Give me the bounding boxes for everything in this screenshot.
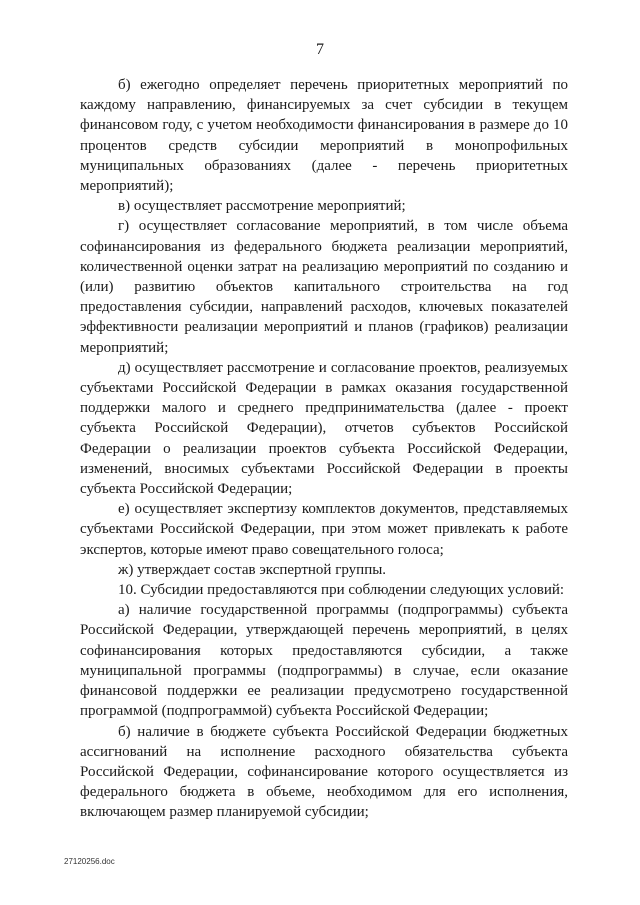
paragraph-item-zh-expert-group: ж) утверждает состав экспертной группы. — [118, 561, 387, 578]
paragraph-item-b-priority-list: б) ежегодно определяет перечень приоритетных мероприятий по каждому направлению, финансируемых за счет субсидии в текущем финансовом году, с учетом необходимости финансирования в размере до 10 процентов средств субсидии мероприятий в монопрофильных муниципальных образованиях (далее - перечень приоритетных мероприятий); — [80, 77, 568, 195]
document-body — [80, 75, 568, 823]
paragraph-item-v-review: в) осуществляет рассмотрение мероприятий; — [118, 198, 406, 215]
paragraph-clause-10-conditions: 10. Субсидии предоставляются при соблюдении следующих условий: — [118, 582, 565, 599]
paragraph-condition-a-program: а) наличие государственной программы (подпрограммы) субъекта Российской Федерации, утверждающей перечень мероприятий, в целях софинансирования которых предоставляются субсидии, а также муниципальной программы (подпрограммы) в случае, если оказание финансовой поддержки ее реализации предусмотрено государственной программой (подпрограммой) субъекта Российской Федерации; — [80, 602, 568, 720]
paragraph-item-d-projects: д) осуществляет рассмотрение и согласование проектов, реализуемых субъектами Российской Федерации в рамках оказания государственной поддержки малого и среднего предпринимательства (далее - проект субъекта Российской Федерации), отчетов субъектов Российской Федерации о реализации проектов субъекта Российской Федерации, изменений, вносимых субъектами Российской Федерации в проекты субъекта Российской Федерации; — [80, 359, 568, 498]
page-number: 7 — [316, 41, 324, 58]
paragraph-item-g-approval: г) осуществляет согласование мероприятий, в том числе объема софинансирования из федерального бюджета реализации мероприятий, количественной оценки затрат на реализацию мероприятий по созданию и (или) развитию объектов капитального строительства на год предоставления субсидии, направлений расходов, ключевых показателей эффективности реализации мероприятий и планов (графиков) реализации мероприятий; — [80, 218, 568, 356]
paragraph-condition-b-budget: б) наличие в бюджете субъекта Российской Федерации бюджетных ассигнований на исполнение расходного обязательства субъекта Российской Федерации, софинансирование которого осуществляется из федерального бюджета в объеме, необходимом для его исполнения, включающем размер планируемой субсидии; — [80, 723, 568, 821]
footer-filename: 27120256.doc — [64, 857, 115, 866]
paragraph-item-e-expertise: е) осуществляет экспертизу комплектов документов, представляемых субъектами Российской Федерации, при этом может привлекать к работе экспертов, которые имеют право совещательного голоса; — [80, 501, 568, 558]
